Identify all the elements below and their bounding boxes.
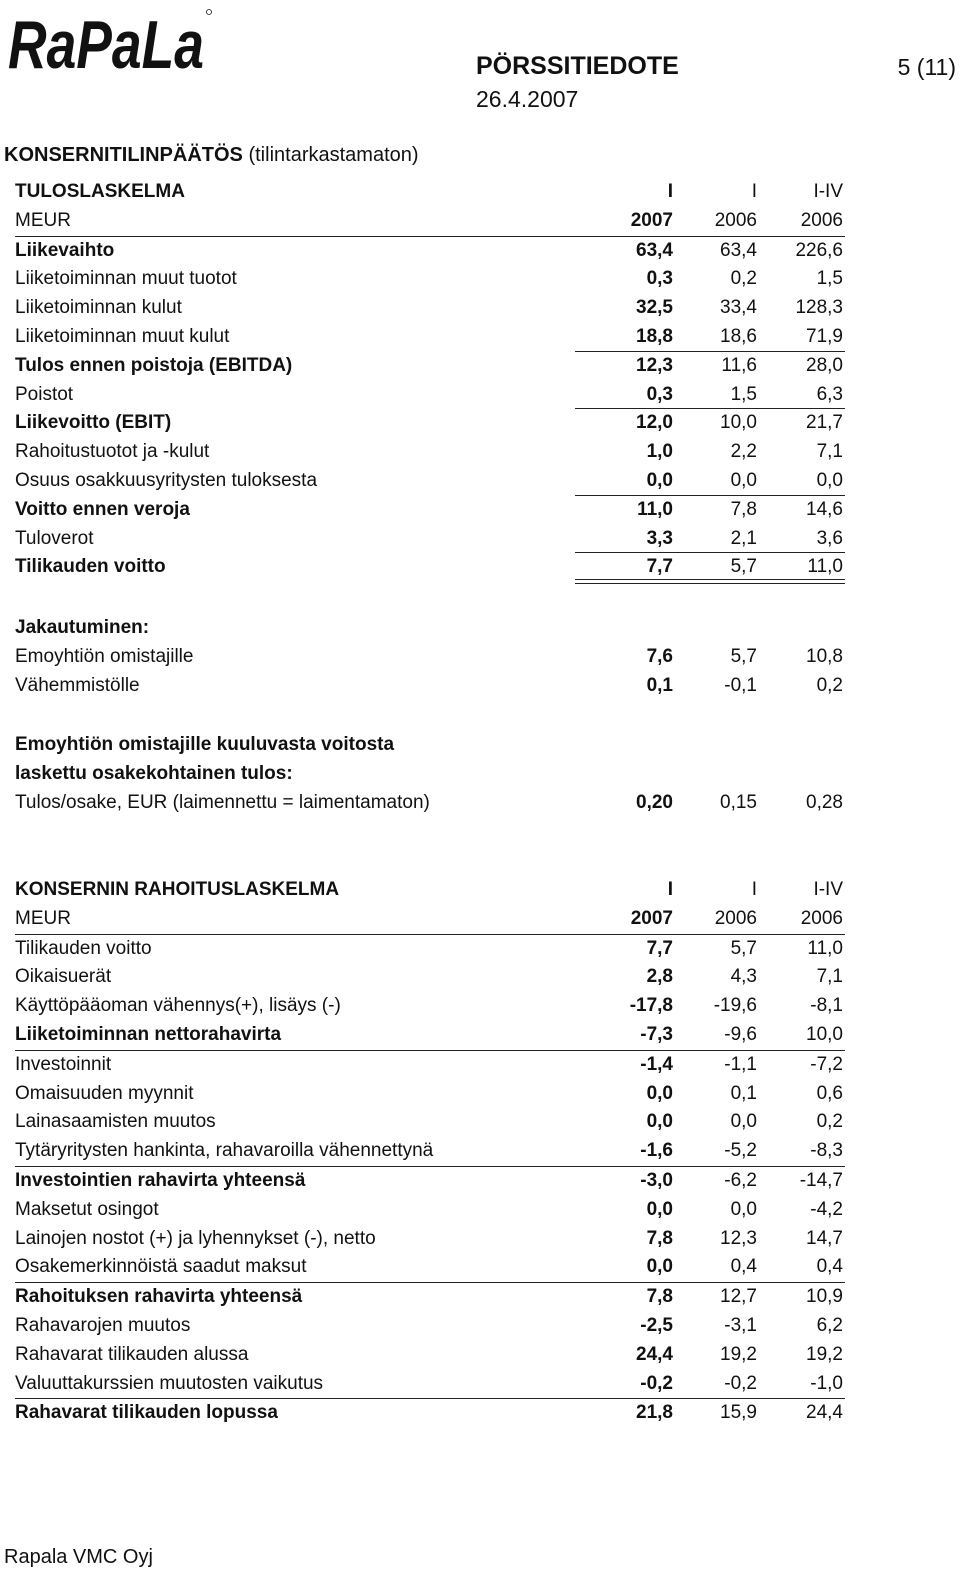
row-label: Tuloverot [15, 527, 94, 549]
table-row [15, 1253, 845, 1283]
col-header-q1-2006: I [751, 879, 757, 900]
value-q1-2006: -1,1 [724, 1053, 757, 1075]
year-2006-full: 2006 [800, 209, 843, 231]
table-row [15, 352, 845, 381]
table-row [15, 525, 845, 554]
value-year-2006: 128,3 [795, 297, 843, 319]
release-title: PÖRSSITIEDOTE [476, 52, 679, 80]
col-header-year-2006: I-IV [813, 181, 843, 202]
value-q1-2006: -6,2 [724, 1169, 757, 1191]
value-q1-2006: 0,2 [730, 268, 757, 290]
value-q1-2006: 5,7 [730, 937, 757, 959]
row-label: Oikaisuerät [15, 966, 112, 988]
value-year-2006: -4,2 [810, 1198, 843, 1220]
table-row [15, 1080, 845, 1109]
value-q1-2007: 0,0 [646, 1082, 673, 1104]
row-label: Omaisuuden myynnit [15, 1082, 194, 1104]
row-label: Rahavarat tilikauden alussa [15, 1343, 249, 1365]
value-q1-2007: 63,4 [636, 239, 673, 261]
value-q1-2007: 0,20 [636, 791, 673, 813]
row-label: Käyttöpääoman vähennys(+), lisäys (-) [15, 995, 341, 1017]
company-footer: Rapala VMC Oyj [4, 1546, 153, 1568]
value-q1-2006: -19,6 [713, 995, 757, 1017]
row-label: Osakemerkinnöistä saadut maksut [15, 1256, 307, 1278]
value-q1-2007: 0,0 [646, 1198, 673, 1220]
value-q1-2006: 0,1 [730, 1082, 757, 1104]
value-year-2006: 10,8 [806, 645, 843, 667]
table-row [15, 553, 845, 582]
value-q1-2006: -3,1 [724, 1314, 757, 1336]
value-year-2006: 11,0 [807, 556, 843, 578]
value-year-2006: 11,0 [807, 937, 843, 959]
value-q1-2006: 18,6 [720, 325, 757, 347]
row-label: Liiketoiminnan kulut [15, 297, 182, 319]
value-q1-2007: -17,8 [629, 995, 673, 1017]
table-row [15, 1196, 845, 1225]
value-q1-2007: 0,0 [646, 1256, 673, 1278]
value-q1-2006: 15,9 [720, 1402, 757, 1424]
row-label: Rahavarat tilikauden lopussa [15, 1402, 278, 1424]
value-q1-2006: 19,2 [720, 1343, 757, 1365]
table-row [15, 496, 845, 525]
table-row [15, 1225, 845, 1254]
eps-title-1: Emoyhtiön omistajille kuuluvasta voitosta [15, 734, 395, 755]
value-q1-2007: 0,0 [646, 1111, 673, 1133]
value-q1-2007: 7,8 [646, 1286, 673, 1308]
rapala-logo [6, 4, 212, 83]
value-year-2006: 226,6 [795, 239, 843, 261]
table-row [15, 294, 845, 323]
table-row [15, 1108, 845, 1137]
total-double-underline [575, 579, 845, 584]
eps-title-row-2 [15, 760, 845, 789]
table-row [15, 1137, 845, 1167]
value-q1-2007: 3,3 [646, 527, 673, 549]
year-2006: 2006 [714, 209, 757, 231]
row-label: Lainasaamisten muutos [15, 1111, 216, 1133]
table-row [15, 1399, 845, 1428]
value-q1-2006: 0,0 [730, 1198, 757, 1220]
value-q1-2006: 12,3 [720, 1227, 757, 1249]
value-q1-2006: -0,2 [724, 1372, 757, 1394]
logo-text: RaPaLa [8, 7, 204, 83]
value-q1-2007: 0,3 [646, 268, 673, 290]
table-row [15, 467, 845, 496]
value-year-2006: 71,9 [806, 325, 843, 347]
value-q1-2007: 0,0 [646, 469, 673, 491]
cashflow-header-row [15, 876, 845, 905]
value-year-2006: 0,4 [816, 1256, 843, 1278]
eps-title-row-1 [15, 731, 845, 760]
value-year-2006: 0,2 [816, 1111, 843, 1133]
col-header-q1-2007: I [667, 181, 673, 202]
value-year-2006: -8,1 [810, 995, 843, 1017]
value-q1-2006: 7,8 [730, 498, 757, 520]
value-q1-2006: 0,4 [730, 1256, 757, 1278]
value-q1-2007: 0,3 [646, 383, 673, 405]
eps-table [15, 731, 845, 817]
income-title: TULOSLASKELMA [15, 181, 185, 202]
value-q1-2006: -0,1 [724, 674, 757, 696]
value-q1-2006: 2,2 [730, 441, 757, 463]
distribution-title-row [15, 614, 845, 643]
document-title-sub: (tilintarkastamaton) [248, 144, 419, 166]
value-year-2006: 0,0 [816, 469, 843, 491]
value-q1-2006: 63,4 [720, 239, 757, 261]
value-year-2006: 1,5 [816, 268, 843, 290]
row-label: Rahoitustuotot ja -kulut [15, 441, 210, 463]
cashflow-units-row [15, 905, 845, 935]
value-year-2006: 21,7 [806, 412, 843, 434]
value-year-2006: -1,0 [810, 1372, 843, 1394]
eps-row [15, 789, 845, 818]
value-q1-2007: -1,4 [640, 1053, 673, 1075]
value-year-2006: 19,2 [806, 1343, 843, 1365]
row-label: Rahavarojen muutos [15, 1314, 191, 1336]
value-year-2006: 10,9 [806, 1286, 843, 1308]
value-q1-2007: 1,0 [646, 441, 673, 463]
row-label: Poistot [15, 383, 74, 405]
value-q1-2007: 0,1 [646, 674, 673, 696]
row-label: Liiketoiminnan muut kulut [15, 325, 230, 347]
table-row [15, 643, 845, 672]
value-q1-2006: 5,7 [730, 556, 757, 578]
income-header-row [15, 178, 845, 207]
row-label: Osuus osakkuusyritysten tuloksesta [15, 469, 318, 491]
value-q1-2006: 1,5 [730, 383, 757, 405]
table-row [15, 381, 845, 410]
value-q1-2007: -0,2 [640, 1372, 673, 1394]
value-q1-2007: -3,0 [640, 1169, 673, 1191]
value-q1-2006: 2,1 [730, 527, 757, 549]
row-label: Tilikauden voitto [15, 937, 152, 959]
page-number: 5 (11) [897, 54, 956, 80]
col-header-q1-2006: I [751, 181, 757, 202]
row-label: Investoinnit [15, 1053, 112, 1075]
units-label: MEUR [15, 907, 71, 929]
income-statement-table [15, 178, 845, 582]
value-q1-2006: 11,6 [721, 354, 757, 376]
value-q1-2007: -2,5 [640, 1314, 673, 1336]
row-label: Tytäryritysten hankinta, rahavaroilla vähennettynä [15, 1140, 434, 1162]
value-year-2006: 7,1 [816, 966, 843, 988]
row-label: Rahoituksen rahavirta yhteensä [15, 1286, 303, 1308]
value-q1-2007: 12,0 [636, 412, 673, 434]
table-row [15, 1051, 845, 1080]
value-q1-2007: -1,6 [640, 1140, 673, 1162]
row-label: Liikevoitto (EBIT) [15, 412, 172, 434]
value-q1-2007: 2,8 [646, 966, 673, 988]
table-row [15, 1370, 845, 1400]
year-2006: 2006 [714, 907, 757, 929]
value-q1-2006: -9,6 [724, 1023, 757, 1045]
row-label: Tulos/osake, EUR (laimennettu = laimentamaton) [15, 791, 430, 813]
row-label: Liiketoiminnan nettorahavirta [15, 1023, 282, 1045]
row-label: Investointien rahavirta yhteensä [15, 1169, 306, 1191]
value-year-2006: 10,0 [806, 1023, 843, 1045]
value-q1-2006: 10,0 [720, 412, 757, 434]
row-label: Liikevaihto [15, 239, 115, 261]
table-row [15, 323, 845, 352]
row-label: Liiketoiminnan muut tuotot [15, 268, 237, 290]
value-year-2006: 14,6 [806, 498, 843, 520]
value-q1-2007: 11,0 [637, 498, 673, 520]
row-label: Lainojen nostot (+) ja lyhennykset (-), netto [15, 1227, 376, 1249]
distribution-title: Jakautuminen: [15, 617, 150, 638]
row-label: Emoyhtiön omistajille [15, 645, 194, 667]
table-row [15, 992, 845, 1021]
table-row [15, 1312, 845, 1341]
value-q1-2007: 32,5 [636, 297, 673, 319]
row-label: Maksetut osingot [15, 1198, 159, 1220]
year-2007: 2007 [630, 209, 673, 231]
value-year-2006: -8,3 [810, 1140, 843, 1162]
row-label: Valuuttakurssien muutosten vaikutus [15, 1372, 324, 1394]
col-header-q1-2007: I [667, 879, 673, 900]
year-2006-full: 2006 [800, 907, 843, 929]
year-2007: 2007 [630, 907, 673, 929]
value-year-2006: 0,28 [806, 791, 843, 813]
value-year-2006: 14,7 [806, 1227, 843, 1249]
document-title-main: KONSERNITILINPÄÄTÖS [4, 144, 243, 166]
distribution-table [15, 614, 845, 700]
value-q1-2006: 0,15 [720, 791, 757, 813]
table-row [15, 1021, 845, 1051]
table-row [15, 672, 845, 701]
units-label: MEUR [15, 209, 71, 231]
value-year-2006: 6,2 [816, 1314, 843, 1336]
value-q1-2007: 21,8 [636, 1402, 673, 1424]
value-q1-2006: 5,7 [730, 645, 757, 667]
value-year-2006: 3,6 [816, 527, 843, 549]
value-q1-2007: 7,7 [646, 937, 673, 959]
value-q1-2006: -5,2 [724, 1140, 757, 1162]
row-label: Tilikauden voitto [15, 556, 166, 578]
value-q1-2006: 0,0 [730, 469, 757, 491]
table-row [15, 265, 845, 294]
value-year-2006: 28,0 [806, 354, 843, 376]
value-year-2006: 24,4 [806, 1402, 843, 1424]
value-q1-2007: 7,7 [646, 556, 673, 578]
table-row [15, 438, 845, 467]
row-label: Tulos ennen poistoja (EBITDA) [15, 354, 293, 376]
document-title [4, 144, 419, 167]
cashflow-title: KONSERNIN RAHOITUSLASKELMA [15, 879, 340, 900]
table-row [15, 1341, 845, 1370]
table-row [15, 935, 845, 964]
eps-title-2: laskettu osakekohtainen tulos: [15, 762, 293, 784]
table-row [15, 237, 845, 266]
value-q1-2007: 18,8 [636, 325, 673, 347]
cashflow-table [15, 876, 845, 1428]
row-label: Vähemmistölle [15, 674, 140, 696]
value-q1-2006: 0,0 [730, 1111, 757, 1133]
value-year-2006: 0,2 [816, 674, 843, 696]
col-header-year-2006: I-IV [813, 879, 843, 900]
value-q1-2006: 4,3 [730, 966, 757, 988]
table-row [15, 1167, 845, 1196]
table-row [15, 963, 845, 992]
table-row [15, 409, 845, 438]
value-q1-2006: 33,4 [720, 297, 757, 319]
income-units-row [15, 207, 845, 237]
value-year-2006: 7,1 [816, 441, 843, 463]
value-year-2006: -7,2 [810, 1053, 843, 1075]
value-q1-2007: 7,6 [646, 645, 673, 667]
value-year-2006: 0,6 [816, 1082, 843, 1104]
value-year-2006: 6,3 [816, 383, 843, 405]
table-row [15, 1283, 845, 1312]
value-q1-2007: 7,8 [646, 1227, 673, 1249]
value-q1-2007: 24,4 [636, 1343, 673, 1365]
release-date: 26.4.2007 [476, 86, 579, 112]
row-label: Voitto ennen veroja [15, 498, 190, 520]
value-q1-2006: 12,7 [720, 1286, 757, 1308]
value-q1-2007: -7,3 [640, 1023, 673, 1045]
value-q1-2007: 12,3 [636, 354, 673, 376]
value-year-2006: -14,7 [799, 1169, 843, 1191]
